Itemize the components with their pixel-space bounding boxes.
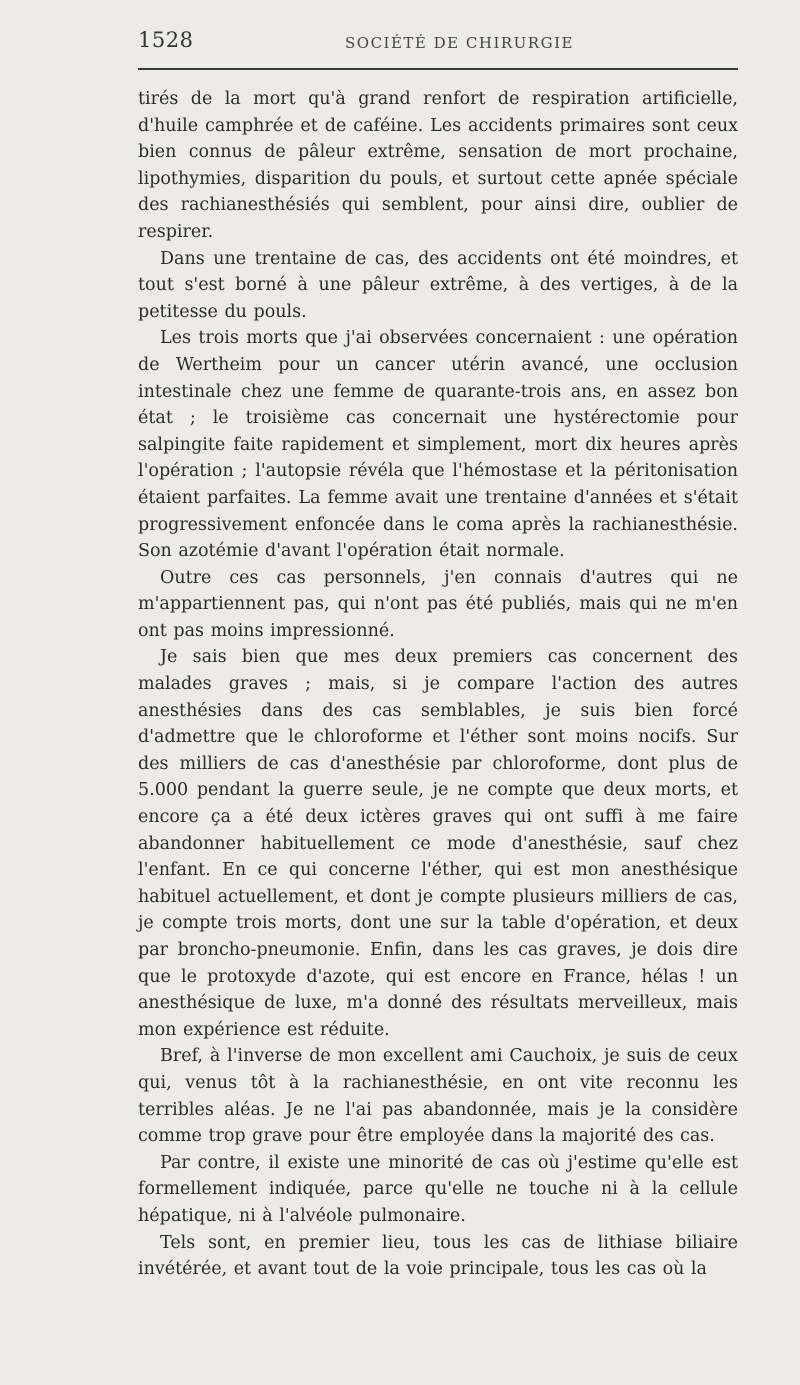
paragraph: tirés de la mort qu'à grand renfort de respiration artificielle, d'huile camphrée et de caféine. Les accidents primaires sont ceux bien connus de pâleur extrême, sensation de mort prochaine, lipothymies, disparition du pouls, et surtout cette apnée spéciale des rachianesthésiés qui semblent, pour ainsi dire, oublier de respirer.: [138, 89, 738, 242]
page-header: [138, 28, 738, 58]
paragraph: Tels sont, en premier lieu, tous les cas de lithiase biliaire invétérée, et avant tout de la voie principale, tous les cas où la: [138, 1232, 738, 1280]
body-text: [138, 86, 738, 1283]
paragraph: Outre ces cas personnels, j'en connais d'autres qui ne m'appartiennent pas, qui n'ont pas été publiés, mais qui ne m'en ont pas moins impressionné.: [138, 567, 738, 641]
paragraph: Par contre, il existe une minorité de cas où j'estime qu'elle est formellement indiquée, parce qu'elle ne touche ni à la cellule hépatique, ni à l'alvéole pulmonaire.: [138, 1152, 738, 1226]
running-title: SOCIÉTÉ DE CHIRURGIE: [345, 34, 574, 52]
paragraph: Dans une trentaine de cas, des accidents ont été moindres, et tout s'est borné à une pâleur extrême, à des vertiges, à de la petitesse du pouls.: [138, 248, 738, 322]
paragraph: Je sais bien que mes deux premiers cas concernent des malades graves ; mais, si je compare l'action des autres anesthésies dans des cas semblables, je suis bien forcé d'admettre que le chloroforme et l'éther sont moins nocifs. Sur des milliers de cas d'anesthésie par chloroforme, dont plus de 5.000 pendant la guerre seule, je ne compte que deux morts, et encore ça a été deux ictères graves qui ont suffi à me faire abandonner habituellement ce mode d'anesthésie, sauf chez l'enfant. En ce qui concerne l'éther, qui est mon anesthésique habituel actuellement, et dont je compte plusieurs milliers de cas, je compte trois morts, dont une sur la table d'opération, et deux par broncho-pneumonie. Enfin, dans les cas graves, je dois dire que le protoxyde d'azote, qui est encore en France, hélas ! un anesthésique de luxe, m'a donné des résultats merveilleux, mais mon expérience est réduite.: [138, 647, 738, 1040]
paragraph: Les trois morts que j'ai observées concernaient : une opération de Wertheim pour un cancer utérin avancé, une occlusion intestinale chez une femme de quarante-trois ans, en assez bon état ; le troisième cas concernait une hystérectomie pour salpingite faite rapidement et simplement, mort dix heures après l'opération ; l'autopsie révéla que l'hémostase et la péritonisation étaient parfaites. La femme avait une trentaine d'années et s'était progressivement enfoncée dans le coma après la rachianesthésie. Son azotémie d'avant l'opération était normale.: [138, 328, 738, 562]
paragraph: Bref, à l'inverse de mon excellent ami Cauchoix, je suis de ceux qui, venus tôt à la rachianesthésie, en ont vite reconnu les terribles aléas. Je ne l'ai pas abandonnée, mais je la considère comme trop grave pour être employée dans la majorité des cas.: [138, 1046, 738, 1147]
header-rule: [138, 68, 738, 70]
page-number: 1528: [138, 28, 194, 52]
